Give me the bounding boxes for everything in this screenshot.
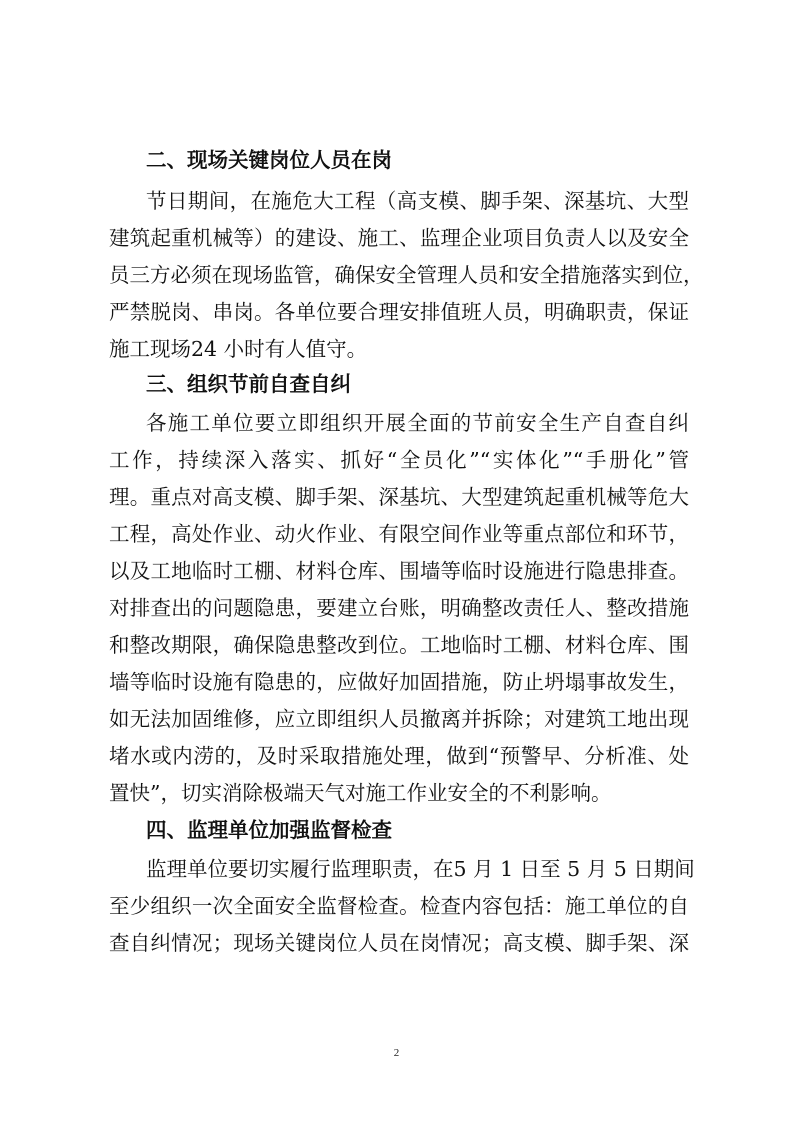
paragraph-line: 工作，持续深入落实、抓好“全员化”“实体化”“手册化”管 — [109, 448, 689, 472]
paragraph-line: 墙等临时设施有隐患的，应做好加固措施，防止坍塌事故发生， — [109, 670, 689, 694]
paragraph-line: 员三方必须在现场监管，确保安全管理人员和安全措施落实到位， — [109, 263, 704, 287]
section-heading-3: 三、组织节前自查自纠 — [146, 372, 351, 396]
paragraph-line: 建筑起重机械等）的建设、施工、监理企业项目负责人以及安全 — [109, 226, 689, 250]
paragraph-line: 对排查出的问题隐患，要建立台账，明确整改责任人、整改措施 — [109, 596, 689, 620]
paragraph-line: 严禁脱岗、串岗。各单位要合理安排值班人员，明确职责，保证 — [109, 300, 689, 324]
section-heading-4: 四、监理单位加强监督检查 — [146, 818, 392, 842]
section-heading-2: 二、现场关键岗位人员在岗 — [146, 148, 392, 172]
paragraph-line: 监理单位要切实履行监理职责，在5 月 1 日至 5 月 5 日期间 — [146, 857, 695, 881]
paragraph-line: 工程，高处作业、动火作业、有限空间作业等重点部位和环节， — [109, 522, 689, 546]
paragraph-line-last: 置快”，切实消除极端天气对施工作业安全的不利影响。 — [109, 781, 612, 805]
paragraph-line: 如无法加固维修，应立即组织人员撤离并拆除；对建筑工地出现 — [109, 707, 689, 731]
paragraph-line: 理。重点对高支模、脚手架、深基坑、大型建筑起重机械等危大 — [109, 485, 689, 509]
paragraph-line: 节日期间，在施危大工程（高支模、脚手架、深基坑、大型 — [146, 189, 689, 213]
paragraph-line: 查自纠情况；现场关键岗位人员在岗情况；高支模、脚手架、深 — [109, 931, 689, 955]
paragraph-line: 和整改期限，确保隐患整改到位。工地临时工棚、材料仓库、围 — [109, 633, 689, 657]
paragraph-line-last: 施工现场24 小时有人值守。 — [109, 337, 368, 361]
page-number: 2 — [393, 1047, 400, 1059]
paragraph-line: 各施工单位要立即组织开展全面的节前安全生产自查自纠 — [146, 411, 689, 435]
paragraph-line: 至少组织一次全面安全监督检查。检查内容包括：施工单位的自 — [109, 894, 689, 918]
paragraph-line: 堵水或内涝的，及时采取措施处理，做到“预警早、分析准、处 — [109, 744, 689, 768]
paragraph-line: 以及工地临时工棚、材料仓库、围墙等临时设施进行隐患排查。 — [109, 559, 689, 583]
